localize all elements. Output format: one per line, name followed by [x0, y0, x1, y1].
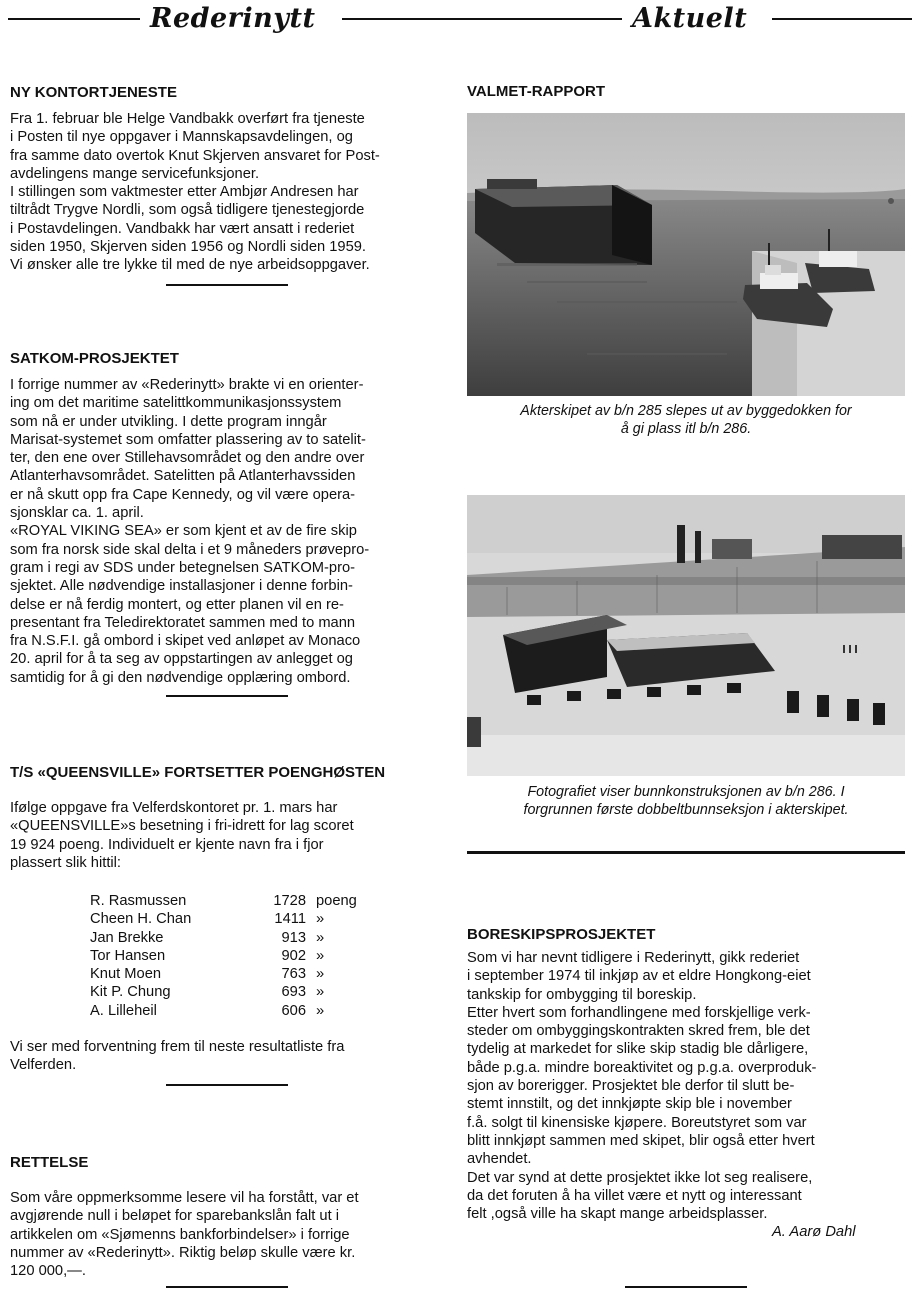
table-row [90, 892, 376, 910]
author-signature: A. Aarø Dahl [772, 1224, 856, 1240]
text-line: I forrige nummer av «Rederinytt» brakte vi en orienter- [10, 377, 364, 393]
text-line: i september 1974 til inkjøp av et eldre Hongkong-eiet [467, 968, 811, 985]
text-line: «QUEENSVILLE»s besetning i fri-idrett for lag scoret [10, 818, 354, 835]
text-line: siden 1950, Skjerven siden 1956 og Nordli siden 1959. [10, 239, 367, 256]
score-points: 1728 [273, 893, 306, 909]
score-unit: » [316, 929, 325, 946]
score-unit: » [316, 966, 325, 983]
text-line: er nå skutt opp fra Cape Kennedy, og vil være opera- [10, 486, 356, 503]
text-line: I stillingen som vaktmester etter Ambjør Andresen har [10, 184, 359, 201]
score-name: Jan Brekke [90, 929, 164, 946]
table-row [90, 910, 376, 928]
text-line: Fra 1. februar ble Helge Vandbakk overført fra tjeneste [10, 111, 365, 127]
text-line: 120 000,—. [10, 1263, 86, 1280]
section-divider [166, 1286, 288, 1288]
text-line: Som vi har nevnt tidligere i Rederinytt, gikk rederiet [467, 950, 800, 966]
score-points: 763 [281, 966, 306, 983]
text-line: 19 924 poeng. Individuelt er kjente navn fra i fjor [10, 836, 324, 853]
text-line: delse er nå ferdig montert, og etter planen vil en re- [10, 596, 344, 613]
text-line: Ifølge oppgave fra Velferdskontoret pr. 1. mars har [10, 800, 338, 816]
text-line: avgjørende null i beløpet for sparebankslån falt ut i [10, 1208, 340, 1225]
article-body [10, 110, 446, 275]
score-name: Kit P. Chung [90, 984, 171, 1001]
caption-line: å gi plass itl b/n 286. [620, 421, 752, 437]
score-name: A. Lilleheil [90, 1002, 157, 1019]
article-heading: T/S «QUEENSVILLE» FORTSETTER POENGHØSTEN [10, 764, 386, 781]
text-line: i Postavdelingen. Vandbakk har vært ansatt i rederiet [10, 220, 355, 237]
article-heading: RETTELSE [10, 1154, 89, 1171]
text-line: tankskip for ombygging til boreskip. [467, 986, 697, 1003]
score-points: 902 [281, 947, 306, 964]
score-unit: » [316, 1002, 325, 1019]
text-line: som nå er under utvikling. I dette program inngår [10, 413, 327, 430]
article-body [10, 1189, 446, 1280]
masthead-title-aktuelt: Aktuelt [632, 3, 748, 34]
text-line: blitt innkjøpt sammen med skipet, blir også etter hvert [467, 1132, 815, 1149]
text-line: plassert slik hittil: [10, 854, 122, 871]
score-name: Cheen H. Chan [90, 911, 192, 928]
photo-caption [467, 402, 905, 438]
text-line: Atlanterhavsområdet. Satelitten på Atlanterhavssiden [10, 468, 356, 485]
text-line: både p.g.a. mindre boreaktivitet og p.g.a. overproduk- [467, 1059, 817, 1076]
text-line: presentant fra Teledirektoratet sammen med to mann [10, 614, 356, 631]
table-row [90, 947, 376, 965]
text-line: tydelig at markedet for slike skip stadig ble dårligere, [467, 1041, 809, 1058]
article-heading: VALMET-RAPPORT [467, 83, 606, 100]
text-line: felt ,også ville ha skapt mange arbeidsplasser. [467, 1206, 768, 1223]
text-line: fra samme dato overtok Knut Skjerven ansvaret for Post- [10, 147, 380, 164]
photo-tugboats-towing-stern [467, 113, 905, 396]
text-line: 20. april for å ta seg av oppstartingen av anlegget og [10, 651, 353, 668]
text-line: ing om det maritime satelittkommunikasjonssystem [10, 395, 342, 412]
score-table [90, 892, 376, 1020]
text-line: Vi ønsker alle tre lykke til med de nye arbeidsoppgaver. [10, 257, 370, 274]
score-unit: » [316, 984, 325, 1001]
text-line: avhendet. [467, 1151, 532, 1168]
score-name: R. Rasmussen [90, 893, 187, 909]
text-line: Marisat-systemet som omfatter plassering av to satelit- [10, 431, 366, 448]
score-name: Tor Hansen [90, 947, 166, 964]
article-heading: BORESKIPSPROSJEKTET [467, 926, 656, 943]
text-line: gram i regi av SDS under betegnelsen SATKOM-pro- [10, 559, 356, 576]
section-divider [166, 284, 288, 286]
text-line: sjon av borerigger. Prosjektet ble derfor til slutt be- [467, 1078, 795, 1095]
text-line: steder om ombyggingskontrakten skred frem, ble det [467, 1023, 810, 1040]
masthead-title-rederinytt: Rederinytt [150, 3, 316, 34]
score-unit: poeng [316, 893, 357, 909]
text-line: i Posten til nye oppgaver i Mannskapsavdelingen, og [10, 129, 353, 146]
section-divider [625, 1286, 747, 1288]
caption-line: Akterskipet av b/n 285 slepes ut av byggedokken for [520, 403, 852, 419]
score-points: 1411 [274, 911, 306, 928]
text-line: ter, den ene over Stillehavsområdet og den andre over [10, 450, 365, 467]
article-heading: NY KONTORTJENESTE [10, 84, 177, 101]
section-divider [166, 1084, 288, 1086]
score-points: 606 [281, 1002, 306, 1019]
photo-caption [467, 783, 905, 819]
text-line: Som våre oppmerksomme lesere vil ha forstått, var et [10, 1190, 359, 1206]
article-heading: SATKOM-PROSJEKTET [10, 350, 179, 367]
text-line: sjektet. Alle nødvendige installasjoner i denne forbin- [10, 578, 353, 595]
masthead-rule-middle [342, 18, 622, 20]
text-line: «ROYAL VIKING SEA» er som kjent et av de fire skip [10, 523, 357, 540]
text-line: tiltrådt Trygve Nordli, som også tidligere tjenestegjorde [10, 202, 365, 219]
article-body [10, 799, 446, 872]
table-row [90, 929, 376, 947]
text-line: Det var synd at dette prosjektet ikke lot seg realisere, [467, 1169, 813, 1186]
text-line: fra N.S.F.I. gå ombord i skipet ved anløpet av Monaco [10, 633, 361, 650]
score-points: 913 [281, 929, 306, 946]
text-line: sjonsklar ca. 1. april. [10, 505, 144, 522]
text-line: stemt innstilt, og det innkjøpte skip ble i november [467, 1096, 792, 1113]
masthead [0, 0, 920, 44]
text-line: Vi ser med forventning frem til neste resultatliste fra [10, 1039, 345, 1055]
text-line: avdelingens mange servicefunksjoner. [10, 165, 260, 182]
score-unit: » [316, 947, 325, 964]
score-points: 693 [281, 984, 306, 1001]
score-name: Knut Moen [90, 966, 162, 983]
score-unit: » [316, 911, 325, 928]
text-line: f.å. solgt til kinensiske kjøpere. Boreutstyret som var [467, 1114, 807, 1131]
table-row [90, 965, 376, 983]
text-line: samtidig for å gi den nødvendige opplæring ombord. [10, 669, 351, 686]
photo-dock-bottom-construction [467, 495, 905, 776]
text-line: artikkelen om «Sjømenns bankforbindelser» i forrige [10, 1226, 350, 1243]
article-body-closing [10, 1038, 446, 1075]
masthead-rule-left [8, 18, 140, 20]
text-line: Etter hvert som forhandlingene med forskjellige verk- [467, 1004, 811, 1021]
article-body [10, 376, 446, 687]
caption-line: Fotografiet viser bunnkonstruksjonen av b/n 286. I [527, 784, 845, 800]
caption-line: forgrunnen første dobbeltbunnseksjon i akterskipet. [523, 802, 849, 818]
text-line: da det foruten å ha villet være et nytt og interessant [467, 1187, 802, 1204]
article-body [467, 949, 907, 1223]
section-divider-long [467, 851, 905, 854]
table-row [90, 1002, 376, 1020]
text-line: Velferden. [10, 1057, 77, 1074]
text-line: som fra norsk side skal delta i et 9 måneders prøvepro- [10, 541, 370, 558]
table-row [90, 983, 376, 1001]
section-divider [166, 695, 288, 697]
masthead-rule-right [772, 18, 912, 20]
text-line: nummer av «Rederinytt». Riktig beløp skulle være kr. [10, 1244, 356, 1261]
